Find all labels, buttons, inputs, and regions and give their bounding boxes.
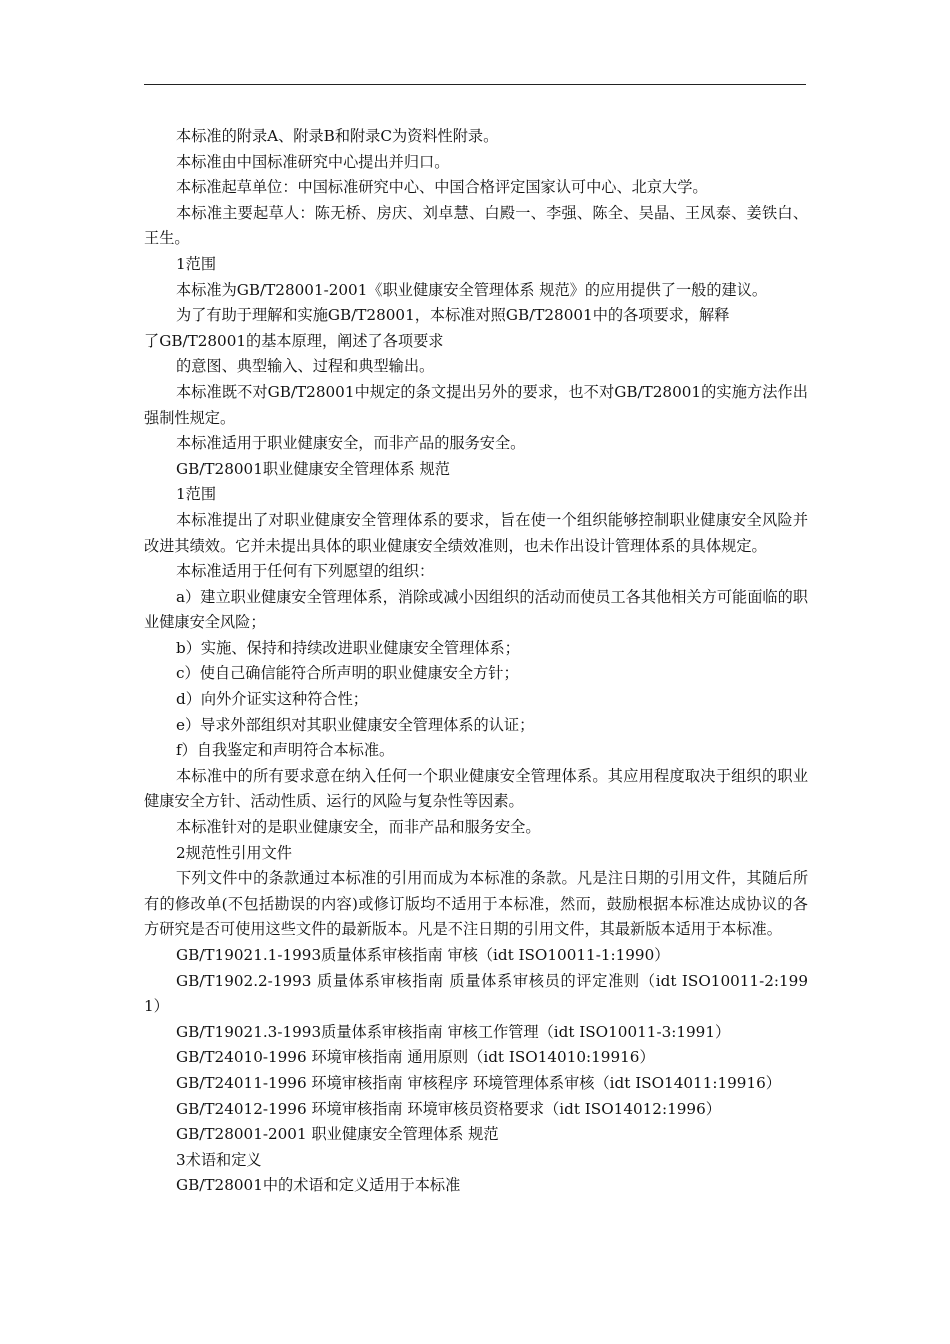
paragraph: 本标准为GB/T28001-2001《职业健康安全管理体系 规范》的应用提供了一般的建议。 <box>176 280 768 299</box>
header-rule <box>144 84 806 85</box>
paragraph: 为了有助于理解和实施GB/T28001，本标准对照GB/T28001中的各项要求，解释 <box>176 306 730 325</box>
reference-item: GB/T1902.2-1993 质量体系审核指南 质量体系审核员的评定准则（idt ISO10011-2:1991） <box>144 971 808 1016</box>
paragraph: 了GB/T28001的基本原理，阐述了各项要求 <box>144 331 444 350</box>
section-heading: 3术语和定义 <box>176 1150 262 1169</box>
paragraph: 本标准由中国标准研究中心提出并归口。 <box>176 152 450 171</box>
paragraph: GB/T28001中的术语和定义适用于本标准 <box>176 1176 461 1195</box>
list-item: a）建立职业健康安全管理体系，消除或减小因组织的活动而使员工各其他相关方可能面临的职业健康安全风险； <box>144 587 808 632</box>
reference-item: GB/T28001-2001 职业健康安全管理体系 规范 <box>176 1125 499 1144</box>
reference-item: GB/T24010-1996 环境审核指南 通用原则（idt ISO14010:19916） <box>176 1048 655 1067</box>
reference-item: GB/T19021.1-1993质量体系审核指南 审核（idt ISO10011-1:1990） <box>176 946 670 964</box>
paragraph: 本标准适用于职业健康安全，而非产品的服务安全。 <box>176 434 526 453</box>
paragraph: 本标准的附录A、附录B和附录C为资料性附录。 <box>176 127 499 145</box>
reference-item: GB/T24012-1996 环境审核指南 环境审核员资格要求（idt ISO14012:1996） <box>176 1099 721 1118</box>
paragraph: 的意图、典型输入、过程和典型输出。 <box>176 357 435 376</box>
paragraph: 本标准适用于任何有下列愿望的组织： <box>176 562 435 581</box>
reference-item: GB/T24011-1996 环境审核指南 审核程序 环境管理体系审核（idt ISO14011:19916） <box>176 1073 781 1092</box>
section-heading: GB/T28001职业健康安全管理体系 规范 <box>176 459 450 478</box>
document-body <box>144 124 808 1199</box>
paragraph: 本标准主要起草人：陈无桥、房庆、刘卓慧、白殿一、李强、陈全、吴晶、王凤泰、姜铁白、王生。 <box>144 203 808 248</box>
list-item: f）自我鉴定和声明符合本标准。 <box>176 741 395 760</box>
paragraph: 本标准提出了对职业健康安全管理体系的要求，旨在使一个组织能够控制职业健康安全风险并改进其绩效。它并未提出具体的职业健康安全绩效准则，也未作出设计管理体系的具体规定。 <box>144 510 808 555</box>
paragraph: 下列文件中的条款通过本标准的引用而成为本标准的条款。凡是注日期的引用文件，其随后所有的修改单(不包括勘误的内容)或修订版均不适用于本标准，然而，鼓励根据本标准达成协议的各方研究是否可使用这些文件的最新版本。凡是不注日期的引用文件，其最新版本适用于本标准。 <box>144 869 808 939</box>
section-heading: 1范围 <box>176 254 217 273</box>
list-item: e）导求外部组织对其职业健康安全管理体系的认证； <box>176 715 535 734</box>
paragraph: 本标准针对的是职业健康安全，而非产品和服务安全。 <box>176 818 541 837</box>
paragraph: 本标准起草单位：中国标准研究中心、中国合格评定国家认可中心、北京大学。 <box>176 178 708 197</box>
section-heading: 2规范性引用文件 <box>176 843 292 862</box>
section-heading: 1范围 <box>176 485 217 504</box>
paragraph: 本标准中的所有要求意在纳入任何一个职业健康安全管理体系。其应用程度取决于组织的职业健康安全方针、活动性质、运行的风险与复杂性等因素。 <box>144 766 808 811</box>
paragraph: 本标准既不对GB/T28001中规定的条文提出另外的要求，也不对GB/T28001的实施方法作出强制性规定。 <box>144 382 808 427</box>
reference-item: GB/T19021.3-1993质量体系审核指南 审核工作管理（idt ISO10011-3:1991） <box>176 1022 731 1041</box>
list-item: b）实施、保持和持续改进职业健康安全管理体系； <box>176 638 520 657</box>
list-item: d）向外介证实这种符合性； <box>176 690 368 709</box>
list-item: c）使自己确信能符合所声明的职业健康安全方针； <box>176 664 519 683</box>
